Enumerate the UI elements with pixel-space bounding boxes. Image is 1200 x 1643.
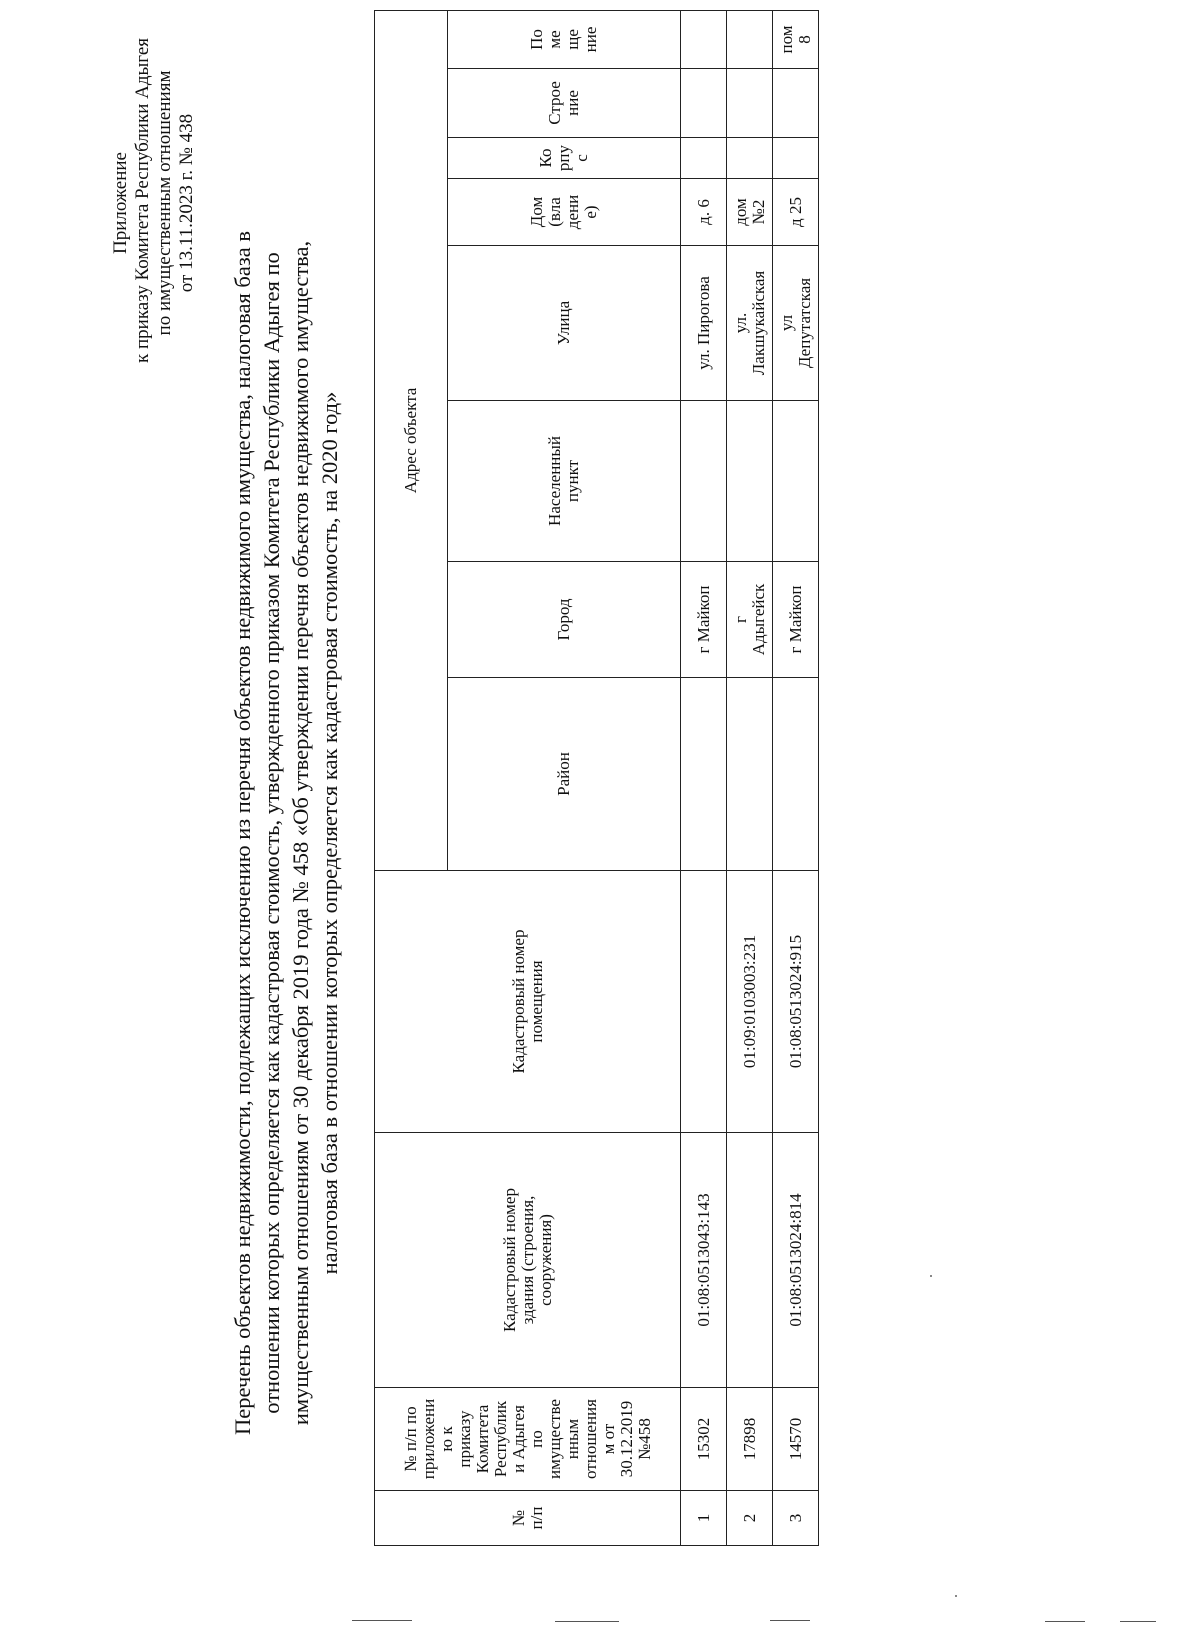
cell-line: д 25	[785, 197, 805, 227]
cell-house	[727, 179, 773, 246]
cell-korpus	[727, 138, 773, 179]
cell-line: ние	[563, 90, 582, 116]
cell-line: (вла	[545, 197, 564, 227]
cell-line: №2	[748, 199, 768, 225]
cell-city	[773, 562, 819, 678]
cell-line: д. 6	[693, 199, 713, 225]
cell-korpus	[773, 138, 819, 179]
cell-line: нным	[562, 1418, 582, 1460]
header-row	[375, 10, 448, 1545]
appendix-line: по имущественным отношениям	[154, 70, 175, 336]
table-row	[681, 10, 727, 1545]
appendix-block	[110, 38, 198, 363]
cell-settlement	[681, 401, 727, 562]
cell-district	[681, 678, 727, 871]
cell-house	[773, 179, 819, 246]
title-line: имущественным отношениям от 30 декабря 2019 года № 458 «Об утверждении перечня объектов недвижимого имущества,	[288, 240, 313, 1426]
scan-artifact	[930, 1275, 932, 1277]
cell-line: помещения	[526, 960, 546, 1043]
header-room-cadastral	[375, 871, 681, 1133]
table-row	[727, 10, 773, 1545]
scan-artifact	[555, 1621, 619, 1622]
cell-line: №458	[634, 1418, 654, 1460]
cell-line: Дом	[527, 196, 546, 228]
title-line: Перечень объектов недвижимости, подлежащих исключению из перечня объектов недвижимого имущества, налоговая база в	[230, 231, 255, 1435]
cell-street	[727, 246, 773, 401]
cell-line: пом	[776, 25, 796, 54]
header-prev-num	[375, 1388, 681, 1491]
cell-line: Кадастровый номер	[499, 1188, 519, 1332]
cell-line: ще	[563, 29, 582, 50]
cell-prev-num: 15302	[681, 1388, 727, 1491]
scan-artifact	[1120, 1621, 1156, 1622]
scan-artifact	[1045, 1621, 1085, 1622]
cell-line: отношения	[580, 1399, 600, 1479]
cell-line: п/п	[526, 1506, 546, 1530]
cell-prev-num: 14570	[773, 1388, 819, 1491]
cell-settlement	[727, 401, 773, 562]
cell-house	[681, 179, 727, 246]
cell-line: По	[527, 29, 546, 50]
cell-num: 1	[681, 1491, 727, 1546]
cell-line: дом	[730, 198, 750, 226]
cell-line: ме	[545, 30, 564, 49]
cell-line: Кадастровый номер	[508, 929, 528, 1074]
header-address-group: Адрес объекта	[375, 10, 448, 870]
cell-building-cadastral	[727, 1133, 773, 1388]
cell-line: пункт	[563, 459, 582, 503]
cell-line: Строе	[545, 81, 564, 125]
cell-district	[773, 678, 819, 871]
cell-line: Комитета	[472, 1404, 492, 1474]
cell-line: приказу	[454, 1410, 474, 1468]
header-building	[448, 69, 681, 138]
cell-line: г Майкоп	[693, 585, 713, 654]
header-num	[375, 1491, 681, 1546]
cell-line: Республик	[490, 1400, 510, 1478]
cell-line: ул. Пирогова	[693, 276, 713, 370]
cell-line: рпу	[554, 144, 573, 172]
cell-line: и Адыгея	[508, 1405, 528, 1473]
header-house	[448, 179, 681, 246]
cell-line: №	[508, 1509, 528, 1527]
cell-street	[681, 246, 727, 401]
cell-building-cadastral: 01:08:0513043:143	[681, 1133, 727, 1388]
header-settlement	[448, 401, 681, 562]
header-building-cadastral	[375, 1133, 681, 1388]
header-korpus	[448, 138, 681, 179]
cell-prev-num: 17898	[727, 1388, 773, 1491]
cell-line: с	[572, 154, 591, 162]
appendix-line: Приложение	[110, 152, 131, 254]
header-room	[448, 10, 681, 68]
cell-building-cadastral: 01:08:0513024:814	[773, 1133, 819, 1388]
cell-line: Населенный	[545, 436, 564, 526]
appendix-date-line: от 13.11.2023 г. № 438	[176, 113, 197, 293]
cell-room-cadastral	[681, 871, 727, 1133]
cell-line: ю к	[436, 1426, 456, 1452]
cell-street	[773, 246, 819, 401]
scan-artifact	[955, 1595, 957, 1597]
cell-line: ул.	[730, 312, 750, 334]
cell-line: имуществе	[544, 1399, 564, 1479]
cell-room	[773, 10, 819, 68]
cell-num: 3	[773, 1491, 819, 1546]
cell-num: 2	[727, 1491, 773, 1546]
cell-line: 8	[794, 35, 814, 44]
cell-room	[727, 10, 773, 68]
cell-building	[681, 69, 727, 138]
cell-room	[681, 10, 727, 68]
cell-line: м от	[598, 1423, 618, 1455]
cell-line: по	[526, 1430, 546, 1448]
cell-line: сооружения)	[535, 1214, 555, 1306]
cell-line: приложени	[418, 1398, 438, 1480]
header-city: Город	[448, 562, 681, 678]
cell-line: е)	[581, 205, 600, 219]
cell-line: Лакшукайская	[748, 270, 768, 376]
cell-line: № п/п по	[400, 1406, 420, 1472]
scan-artifact	[770, 1620, 810, 1621]
cell-room-cadastral: 01:08:0513024:915	[773, 871, 819, 1133]
cell-line: дени	[563, 194, 582, 230]
cell-settlement	[773, 401, 819, 562]
cell-city	[727, 562, 773, 678]
cell-line: г Майкоп	[785, 585, 805, 654]
appendix-line: к приказу Комитета Республики Адыгея	[132, 38, 153, 363]
cell-line: Адыгейск	[748, 583, 768, 656]
cell-line: Ко	[536, 148, 555, 168]
table-row	[773, 10, 819, 1545]
cell-room-cadastral: 01:09:0103003:231	[727, 871, 773, 1133]
cell-line: ние	[581, 26, 600, 53]
cell-building	[773, 69, 819, 138]
title-line: отношении которых определяется как кадастровая стоимость, утвержденного приказом Комитета Республики Адыгея по	[259, 252, 284, 1414]
cell-building	[727, 69, 773, 138]
header-district: Район	[448, 678, 681, 871]
document-title	[228, 133, 344, 1533]
cell-district	[727, 678, 773, 871]
header-street: Улица	[448, 246, 681, 401]
property-table	[374, 10, 819, 1546]
cell-line: здания (строения,	[517, 1195, 537, 1325]
cell-line: 30.12.2019	[616, 1400, 636, 1478]
cell-line: г	[730, 616, 750, 623]
cell-city	[681, 562, 727, 678]
title-line: налоговая база в отношении которых определяется как кадастровая стоимость, на 2020 год»	[317, 391, 342, 1275]
cell-line: Депутатская	[794, 277, 814, 369]
cell-korpus	[681, 138, 727, 179]
cell-line: ул	[776, 314, 796, 332]
scan-artifact	[352, 1620, 412, 1621]
